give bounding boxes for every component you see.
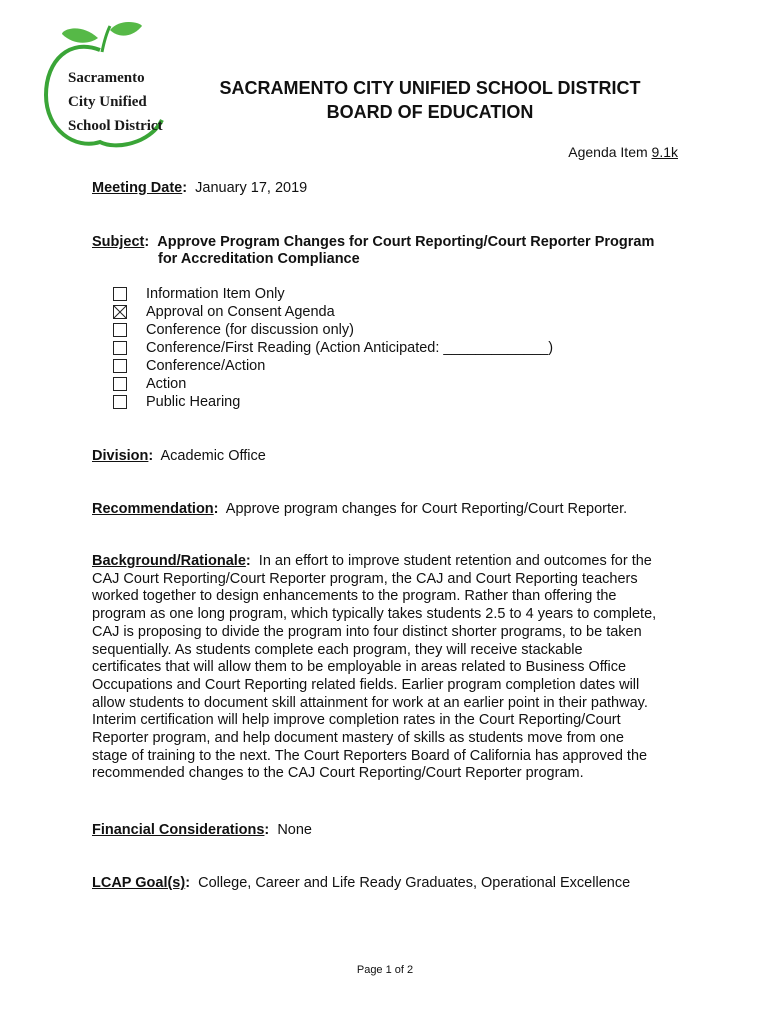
option-public-hearing: Public Hearing	[113, 393, 553, 411]
lcap-label: LCAP Goal(s)	[92, 875, 186, 891]
division-row: Division: Academic Office	[92, 448, 266, 464]
checkbox[interactable]	[113, 395, 127, 409]
checkbox-checked[interactable]	[113, 305, 127, 319]
leaf-right	[110, 22, 142, 36]
option-consent-agenda: Approval on Consent Agenda	[113, 303, 553, 321]
meeting-date-label: Meeting Date	[92, 180, 183, 196]
financial-row: Financial Considerations: None	[92, 822, 312, 838]
lcap-row: LCAP Goal(s): College, Career and Life Ready Graduates, Operational Excellence	[92, 875, 631, 891]
background-label: Background/Rationale	[92, 553, 246, 569]
agenda-label: Agenda Item	[568, 144, 652, 160]
district-logo	[40, 20, 170, 155]
checkbox[interactable]	[113, 287, 127, 301]
subject-line-2: for Accreditation Compliance	[158, 251, 360, 267]
option-conference: Conference (for discussion only)	[113, 321, 553, 339]
division-value: Academic Office	[160, 448, 266, 464]
meeting-date-value: January 17, 2019	[195, 180, 308, 196]
district-name: SACRAMENTO CITY UNIFIED SCHOOL DISTRICT	[219, 78, 641, 98]
financial-value: None	[277, 822, 312, 838]
document-title	[180, 76, 680, 124]
lcap-value: College, Career and Life Ready Graduates, Operational Excellence	[198, 875, 631, 891]
logo-line-3: School District	[68, 118, 163, 134]
subject-label: Subject	[92, 234, 145, 250]
agenda-number: 9.1k	[651, 144, 678, 160]
checkbox[interactable]	[113, 359, 127, 373]
checkbox[interactable]	[113, 341, 127, 355]
subject-row: Subject: Approve Program Changes for Court Reporting/Court Reporter Program	[92, 234, 655, 250]
leaf-left	[62, 28, 98, 42]
option-action: Action	[113, 375, 553, 393]
logo-line-2: City Unified	[68, 94, 147, 110]
recommendation-value: Approve program changes for Court Reporting/Court Reporter.	[225, 501, 628, 517]
meeting-date-row: Meeting Date: January 17, 2019	[92, 180, 308, 196]
subject-line-1: Approve Program Changes for Court Reporting/Court Reporter Program	[157, 234, 655, 250]
checkbox[interactable]	[113, 377, 127, 391]
checkbox[interactable]	[113, 323, 127, 337]
x-mark-icon	[114, 306, 126, 318]
option-first-reading: Conference/First Reading (Action Anticipated: _____________)	[113, 339, 553, 357]
agenda-type-checklist	[113, 285, 553, 411]
board-name: BOARD OF EDUCATION	[326, 102, 534, 122]
background-rationale: Background/Rationale: In an effort to improve student retention and outcomes for the CAJ Court Reporting/Court Reporter program, the CAJ and Court Reporting teachers worked together to design enhancements to the program. Rather than offering the program as one long program, which typically takes students 2.5 to 4 years to complete, CAJ is proposing to divide the program into four distinct shorter programs, to be taken sequentially. As students complete each program, they will receive stackable certificates that will allow them to be employable in areas related to Business Office Occupations and Court Reporting related fields. Earlier program completion dates will allow students to document skill attainment for work at an earlier point in their pathway. Interim certification will help improve completion rates in the Court Reporting/Court Reporter program, and help document mastery of skills as students move from one stage of training to the next. The Court Reporters Board of California has approved the recommended changes to the CAJ Court Reporting/Court Reporter program.	[92, 553, 657, 782]
page-number: Page 1 of 2	[356, 964, 414, 976]
recommendation-row: Recommendation: Approve program changes for Court Reporting/Court Reporter.	[92, 501, 628, 517]
logo-line-1: Sacramento	[68, 70, 145, 86]
agenda-item	[568, 144, 678, 160]
financial-label: Financial Considerations	[92, 822, 265, 838]
option-information-item: Information Item Only	[113, 285, 553, 303]
recommendation-label: Recommendation	[92, 501, 214, 517]
apple-stem	[102, 26, 110, 52]
option-conference-action: Conference/Action	[113, 357, 553, 375]
division-label: Division	[92, 448, 149, 464]
